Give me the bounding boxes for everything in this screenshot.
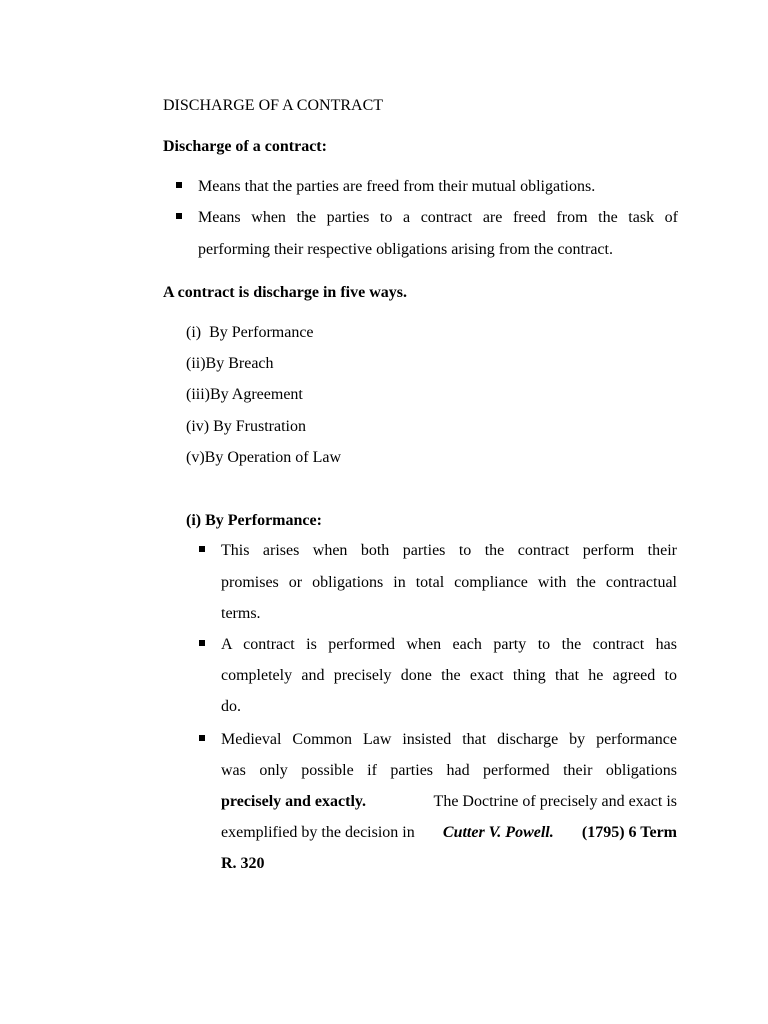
list-item bbox=[186, 385, 303, 405]
case-citation-continued: R. 320 bbox=[221, 855, 265, 872]
case-citation: (1795) 6 Term bbox=[581, 824, 677, 841]
list-item bbox=[186, 354, 274, 374]
paragraph-line: do. bbox=[221, 698, 241, 715]
list-item bbox=[186, 323, 314, 343]
paragraph-text: The Doctrine of precisely and exact is bbox=[433, 793, 677, 810]
list-number: (ii) bbox=[186, 355, 206, 372]
paragraph-line: promises or obligations in total compliance with the contractual bbox=[221, 574, 677, 591]
section-heading-discharge: Discharge of a contract: bbox=[163, 138, 327, 155]
paragraph-line: Medieval Common Law insisted that discharge by performance bbox=[221, 731, 677, 748]
list-text: By Agreement bbox=[210, 386, 303, 403]
list-number: (v) bbox=[186, 449, 205, 466]
paragraph-line bbox=[221, 792, 677, 812]
list-text: By Performance bbox=[209, 324, 314, 341]
paragraph-line bbox=[221, 823, 677, 843]
list-item bbox=[186, 448, 341, 468]
document-title: DISCHARGE OF A CONTRACT bbox=[163, 97, 384, 114]
paragraph-text: exemplified by the decision in bbox=[221, 824, 415, 841]
paragraph-line: completely and precisely done the exact thing that he agreed to bbox=[221, 667, 677, 684]
section-heading-five-ways: A contract is discharge in five ways. bbox=[163, 284, 407, 301]
list-number: (iv) bbox=[186, 418, 210, 435]
list-item bbox=[186, 417, 306, 437]
list-text: By Breach bbox=[205, 355, 274, 372]
list-text: By Operation of Law bbox=[204, 449, 342, 466]
bullet-text-continued: performing their respective obligations arising from the contract. bbox=[198, 241, 613, 258]
section-heading-performance: (i) By Performance: bbox=[186, 512, 322, 529]
paragraph-line: terms. bbox=[221, 605, 261, 622]
paragraph-line: was only possible if parties had performed their obligations bbox=[221, 762, 677, 779]
square-bullet-icon bbox=[199, 546, 205, 552]
paragraph-line: This arises when both parties to the contract perform their bbox=[221, 542, 677, 559]
paragraph-line: A contract is performed when each party to the contract has bbox=[221, 636, 677, 653]
square-bullet-icon bbox=[199, 735, 205, 741]
bullet-text: Means when the parties to a contract are freed from the task of bbox=[198, 209, 678, 226]
case-name: Cutter V. Powell. bbox=[442, 824, 554, 841]
list-text: By Frustration bbox=[213, 418, 306, 435]
square-bullet-icon bbox=[176, 213, 182, 219]
bullet-text: Means that the parties are freed from their mutual obligations. bbox=[198, 178, 596, 195]
list-number: (iii) bbox=[186, 386, 210, 403]
square-bullet-icon bbox=[199, 640, 205, 646]
emphasis-text: precisely and exactly. bbox=[221, 793, 367, 810]
square-bullet-icon bbox=[176, 182, 182, 188]
list-number: (i) bbox=[186, 324, 202, 341]
